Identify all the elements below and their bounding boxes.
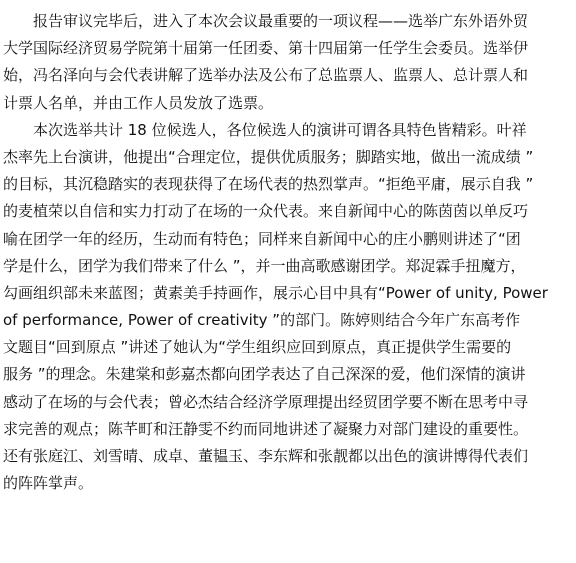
text-line: 始，冯名泽向与会代表讲解了选举办法及公布了总监票人、监票人、总计票人和: [3, 66, 529, 85]
text-line: 的目标，其沉稳踏实的表现获得了在场代表的热烈掌声。“拒绝平庸，展示自我 ”: [3, 175, 534, 194]
text-line: 报告审议完毕后，进入了本次会议最重要的一项议程——选举广东外语外贸: [33, 12, 529, 30]
text-line: 求完善的观点；陈芊町和汪静雯不约而同地讲述了凝聚力对部门建设的重要性。: [3, 419, 529, 438]
text-line: 喻在团学一年的经历，生动而有特色；同样来自新闻中心的庄小鹏则讲述了“团: [3, 229, 521, 248]
text-line: of performance, Power of creativity ”的部门。陈婷则结合今年广东高考作: [3, 311, 521, 330]
text-line: 学是什么，团学为我们带来了什么 ”，并一曲高歌感谢团学。郑浞霖手扭魔方，: [3, 256, 526, 275]
text-line: 勾画组织部未来蓝图；黄素美手持画作，展示心目中具有“Power of unity, Power: [3, 283, 548, 302]
text-line: 大学国际经济贸易学院第十届第一任团委、第十四届第一任学生会委员。选举伊: [3, 39, 529, 58]
text-line: 本次选举共计 18 位候选人，各位候选人的演讲可谓各具特色皆精彩。叶祥: [33, 120, 527, 139]
text-line: 服务 ”的理念。朱建棠和彭嘉杰都向团学表达了自己深深的爱，他们深情的演讲: [3, 365, 526, 384]
paragraph-candidate-speeches: [3, 117, 572, 498]
paragraph-election-intro: [3, 8, 572, 117]
text-line: 的麦植荣以自信和实力打动了在场的一众代表。来自新闻中心的陈茵茵以单反巧: [3, 202, 529, 221]
text-line: 还有张庭江、刘雪晴、成卓、董韫玉、李东辉和张靓都以出色的演讲博得代表们: [3, 447, 529, 465]
text-line: 计票人名单，并由工作人员发放了选票。: [3, 93, 274, 112]
text-line: 文题目“回到原点 ”讲述了她认为“学生组织应回到原点，真正提供学生需要的: [3, 338, 512, 357]
text-line: 感动了在场的与会代表；曾必杰结合经济学原理提出经贸团学要不断在思考中寻: [3, 392, 529, 411]
text-line: 杰率先上台演讲，他提出“合理定位，提供优质服务；脚踏实地，做出一流成绩 ”: [3, 147, 534, 166]
text-line: 的阵阵掌声。: [3, 474, 94, 493]
